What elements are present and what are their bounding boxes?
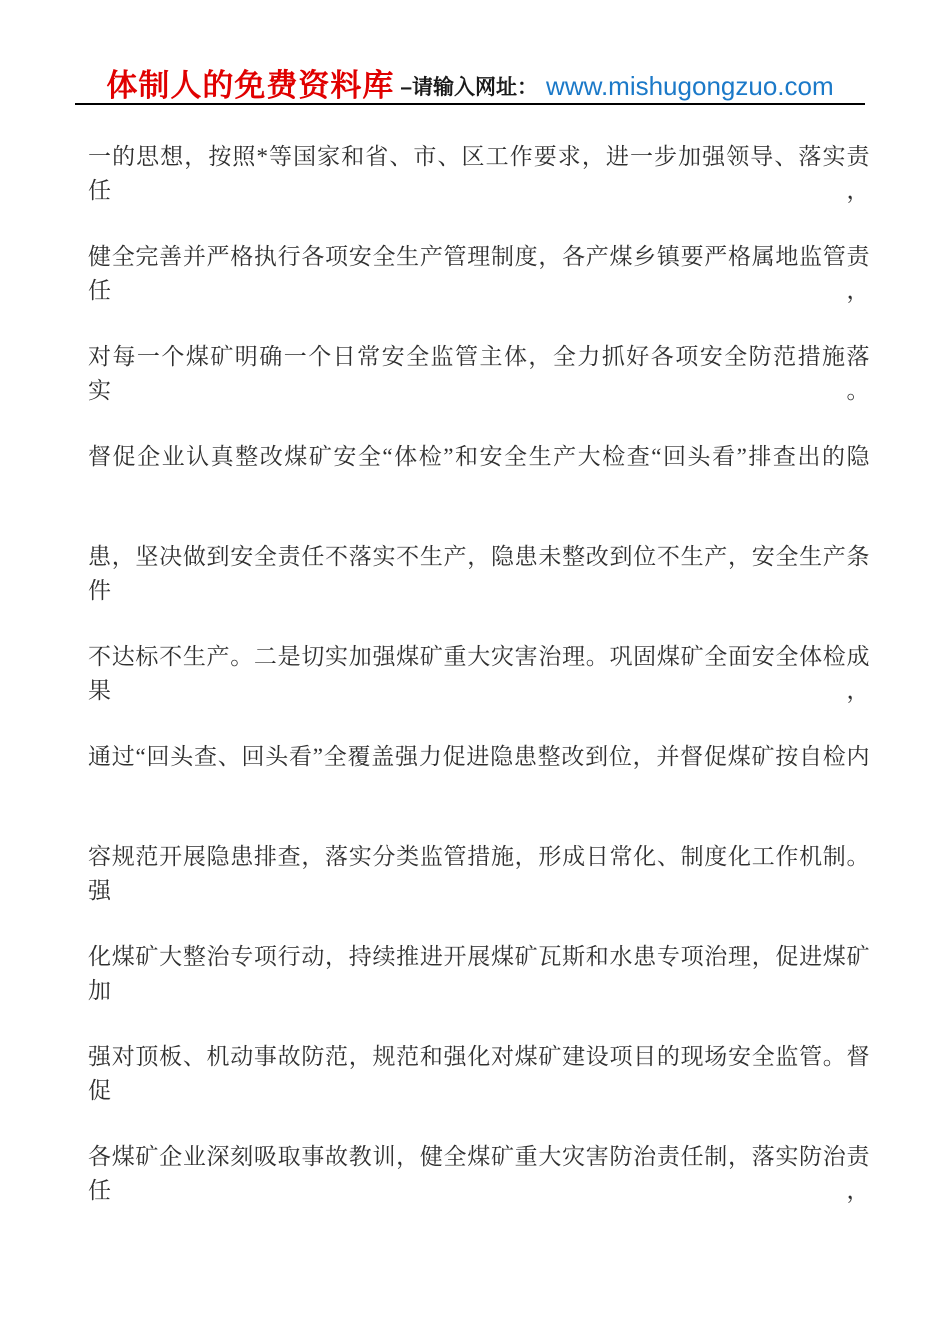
document-body xyxy=(88,128,870,1228)
text-line: 化煤矿大整治专项行动，持续推进开展煤矿瓦斯和水患专项治理，促进煤矿加 xyxy=(88,944,870,1003)
text-line: 各煤矿企业深刻吸取事故教训，健全煤矿重大灾害防治责任制，落实防治责任， xyxy=(88,1144,870,1203)
page-header xyxy=(75,0,865,105)
header-divider xyxy=(75,103,865,105)
text-line: 患，坚决做到安全责任不落实不生产，隐患未整改到位不生产，安全生产条件 xyxy=(88,544,870,603)
site-title: 体制人的免费资料库 xyxy=(106,68,395,103)
site-url-link[interactable]: www.mishugongzuo.com xyxy=(546,71,834,101)
text-line: 健全完善并严格执行各项安全生产管理制度，各产煤乡镇要严格属地监管责任， xyxy=(88,244,870,303)
text-line: 强对顶板、机动事故防范，规范和强化对煤矿建设项目的现场安全监管。督促 xyxy=(88,1044,870,1103)
text-line: 不达标不生产。二是切实加强煤矿重大灾害治理。巩固煤矿全面安全体检成果， xyxy=(88,644,870,703)
url-prompt: –请输入网址： xyxy=(400,76,539,99)
text-line: 对每一个煤矿明确一个日常安全监管主体，全力抓好各项安全防范措施落实。 xyxy=(88,344,870,403)
text-line: 通过“回头查、回头看”全覆盖强力促进隐患整改到位，并督促煤矿按自检内 xyxy=(88,744,870,769)
text-line: 一的思想，按照*等国家和省、市、区工作要求，进一步加强领导、落实责任， xyxy=(88,144,870,203)
text-line: 容规范开展隐患排查，落实分类监管措施，形成日常化、制度化工作机制。强 xyxy=(88,844,870,903)
text-line: 督促企业认真整改煤矿安全“体检”和安全生产大检查“回头看”排查出的隐 xyxy=(88,444,870,469)
